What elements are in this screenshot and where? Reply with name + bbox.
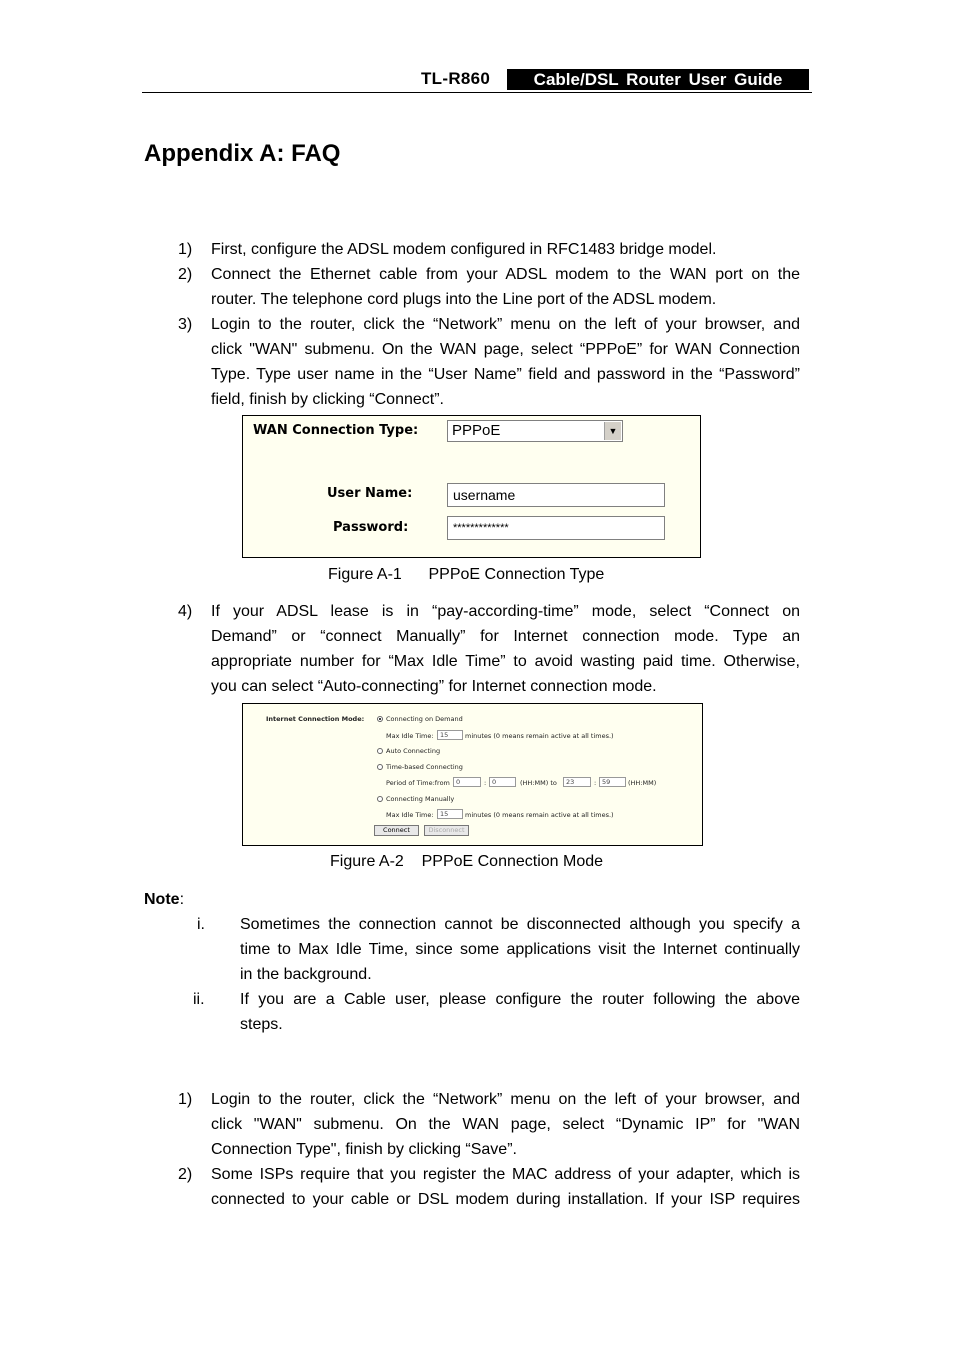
list-number: 1) (178, 241, 193, 258)
list-number: 4) (178, 603, 193, 620)
option-time-based: Time-based Connecting (386, 763, 463, 771)
list-item (211, 1087, 800, 1162)
list-line: Demand” or “connect Manually” for Internet connection mode. Type an (211, 628, 800, 645)
from-minute-input[interactable]: 0 (489, 777, 516, 787)
connect-button[interactable]: Connect (374, 825, 419, 836)
list-line: appropriate number for “Max Idle Time” to avoid wasting paid time. Otherwise, (211, 653, 800, 670)
note-number: i. (197, 916, 205, 933)
period-label: Period of Time:from (386, 779, 450, 787)
header-rule (142, 92, 812, 93)
option-connect-manually: Connecting Manually (386, 795, 455, 803)
list-number: 2) (178, 266, 193, 283)
list-line: Connection Type", finish by clicking “Save”. (211, 1141, 517, 1158)
note-line: time to Max Idle Time, since some applications visit the Internet continually (240, 941, 800, 958)
user-name-label: User Name: (327, 486, 413, 501)
header-guide-title: Cable/DSL Router User Guide (507, 69, 809, 90)
hhmm-to-label: (HH:MM) to (520, 779, 557, 787)
list-item (211, 1162, 800, 1212)
list-line: Login to the router, click the “Network” menu on the left of your browser, and (211, 1091, 800, 1108)
note-line: in the background. (240, 966, 372, 983)
list-line: router. The telephone cord plugs into the Line port of the ADSL modem. (211, 291, 717, 308)
internet-connection-mode-label: Internet Connection Mode: (266, 715, 365, 723)
list-number: 2) (178, 1166, 193, 1183)
list-item (211, 312, 800, 412)
list-line: Connect the Ethernet cable from your ADSL modem to the WAN port on the (211, 266, 800, 283)
chevron-down-icon[interactable]: ▼ (604, 422, 621, 440)
radio-connect-on-demand[interactable] (377, 716, 383, 722)
note-line: If you are a Cable user, please configure the router following the above (240, 991, 800, 1008)
list-line: Type. Type user name in the “User Name” field and password in the “Password” (211, 366, 800, 383)
to-hour-input[interactable]: 23 (563, 777, 591, 787)
max-idle-input[interactable]: 15 (437, 809, 463, 819)
password-input[interactable]: ************* (447, 516, 665, 540)
list-line: Login to the router, click the “Network” menu on the left of your browser, and (211, 316, 800, 333)
wan-connection-type-value: PPPoE (452, 422, 501, 439)
figure-caption: Figure A-2 PPPoE Connection Mode (330, 853, 604, 870)
radio-auto-connecting[interactable] (377, 748, 383, 754)
list-item (211, 599, 800, 699)
list-item (211, 237, 800, 262)
list-line: If your ADSL lease is in “pay-according-time” mode, select “Connect on (211, 603, 800, 620)
note-colon: : (179, 891, 185, 908)
figure-pppoe-connection-type (242, 415, 701, 558)
max-idle-label: Max Idle Time: (386, 811, 434, 819)
list-line: First, configure the ADSL modem configured in RFC1483 bridge model. (211, 241, 717, 258)
figure-pppoe-connection-mode: Internet Connection Mode: Connecting on Demand Max Idle Time: 15 minutes (0 means remain active at all times.) Auto Connecting Time-based Connecting Period of Time:from 0 : 0 (HH:MM) to 23 : 59 (HH:MM) Connecting Manually Max Idle Time: 15 minutes (0 means remain active at all times.) Connect Disconnect (242, 703, 703, 846)
max-idle-hint: minutes (0 means remain active at all times.) (465, 811, 614, 819)
note-label: Note (144, 891, 180, 908)
option-auto-connecting: Auto Connecting (386, 747, 441, 755)
figure-caption: Figure A-1 PPPoE Connection Type (328, 566, 605, 583)
list-line: click "WAN" submenu. On the WAN page, select “PPPoE” for WAN Connection (211, 341, 800, 358)
list-number: 1) (178, 1091, 193, 1108)
list-line: click "WAN" submenu. On the WAN page, select “Dynamic IP” for "WAN (211, 1116, 800, 1133)
max-idle-label: Max Idle Time: (386, 732, 434, 740)
note-heading (144, 887, 184, 912)
wan-connection-type-select[interactable] (447, 420, 623, 442)
list-line: field, finish by clicking “Connect”. (211, 391, 444, 408)
note-item (240, 912, 800, 987)
list-number: 3) (178, 316, 193, 333)
radio-connect-manually[interactable] (377, 796, 383, 802)
note-line: steps. (240, 1016, 283, 1033)
note-line: Sometimes the connection cannot be disconnected although you specify a (240, 916, 800, 933)
disconnect-button[interactable]: Disconnect (424, 825, 469, 836)
password-label: Password: (333, 520, 409, 535)
from-hour-input[interactable]: 0 (453, 777, 481, 787)
to-minute-input[interactable]: 59 (599, 777, 626, 787)
radio-time-based[interactable] (377, 764, 383, 770)
option-connect-on-demand: Connecting on Demand (386, 715, 463, 723)
list-line: you can select “Auto-connecting” for Internet connection mode. (211, 678, 657, 695)
list-item (211, 262, 800, 312)
page-title: Appendix A: FAQ (144, 140, 341, 167)
note-number: ii. (193, 991, 205, 1008)
header-model: TL-R860 (421, 69, 491, 88)
hhmm-label: (HH:MM) (628, 779, 657, 787)
wan-connection-type-label: WAN Connection Type: (253, 423, 419, 438)
user-name-input[interactable]: username (447, 483, 665, 507)
list-line: Some ISPs require that you register the MAC address of your adapter, which is (211, 1166, 800, 1183)
list-line: connected to your cable or DSL modem during installation. If your ISP requires (211, 1191, 800, 1208)
max-idle-hint: minutes (0 means remain active at all times.) (465, 732, 614, 740)
note-item (240, 987, 800, 1037)
max-idle-input[interactable]: 15 (437, 730, 463, 740)
